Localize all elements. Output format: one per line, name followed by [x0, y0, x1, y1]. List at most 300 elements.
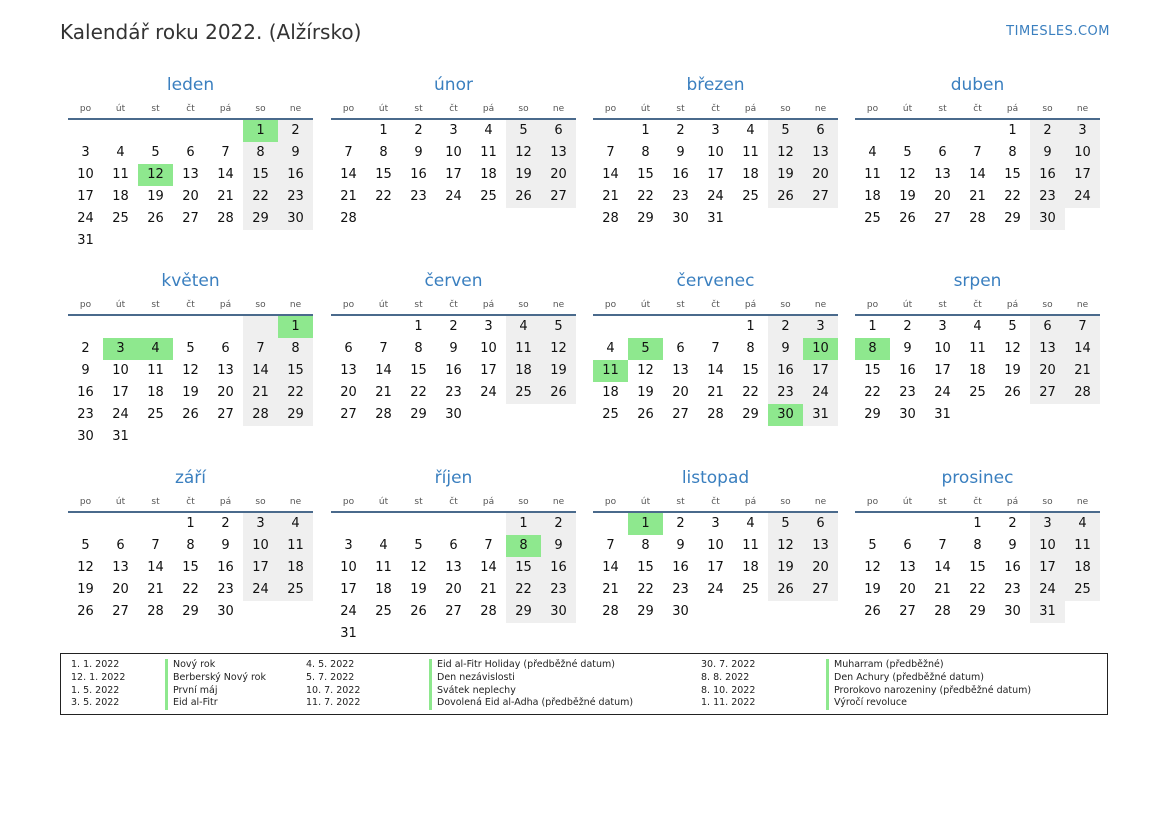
empty-cell	[995, 404, 1030, 426]
week-row	[593, 120, 838, 142]
empty-cell	[471, 513, 506, 535]
day-cell: 26	[77, 604, 94, 619]
weekday-label: so	[780, 300, 791, 310]
week-row	[331, 164, 576, 186]
day-cell: 26	[410, 604, 427, 619]
day-cell: 16	[768, 360, 803, 382]
empty-cell	[855, 120, 890, 142]
legend-holiday-name: První máj	[165, 685, 266, 698]
day-cell: 18	[742, 167, 759, 182]
legend-names-col	[826, 659, 1031, 710]
day-cell: 27	[112, 604, 129, 619]
day-cell: 25	[864, 211, 881, 226]
day-cell: 2	[903, 319, 912, 334]
day-cell: 8	[641, 145, 650, 160]
empty-cell	[471, 623, 506, 645]
week-row	[593, 142, 838, 164]
day-cell: 29	[243, 208, 278, 230]
week-row	[593, 360, 838, 382]
day-cell: 28	[340, 211, 357, 226]
day-cell: 26	[506, 186, 541, 208]
day-cell: 30	[77, 429, 94, 444]
day-cell: 31	[1030, 601, 1065, 623]
day-cell: 9	[278, 142, 313, 164]
empty-cell	[541, 208, 576, 230]
month-6	[593, 270, 838, 426]
day-cell: 3	[1065, 120, 1100, 142]
weekday-label: út	[115, 497, 126, 507]
weekday-label: st	[676, 497, 685, 507]
day-cell: 18	[742, 560, 759, 575]
weekday-label: čt	[711, 300, 720, 310]
weekday-label: pá	[482, 104, 495, 114]
day-cell: 29	[1004, 211, 1021, 226]
legend-date: 8. 10. 2022	[701, 684, 756, 696]
day-cell: 11	[278, 535, 313, 557]
day-cell: 12	[410, 560, 427, 575]
weekday-label: po	[79, 104, 92, 114]
weekday-label: so	[518, 104, 529, 114]
month-name: září	[174, 468, 207, 488]
day-cell: 24	[1065, 186, 1100, 208]
day-cell: 19	[768, 557, 803, 579]
empty-cell	[925, 120, 960, 142]
month-7	[855, 270, 1100, 426]
weekday-header	[68, 298, 313, 316]
day-cell: 19	[1004, 363, 1021, 378]
day-cell: 10	[1030, 535, 1065, 557]
day-cell: 26	[1004, 385, 1021, 400]
month-name: duben	[950, 75, 1005, 95]
day-cell: 1	[1008, 123, 1017, 138]
empty-cell	[890, 513, 925, 535]
week-row	[68, 120, 313, 142]
day-cell: 30	[1004, 604, 1021, 619]
day-cell: 24	[480, 385, 497, 400]
legend-holiday-name: Eid al-Fitr	[165, 697, 266, 710]
legend-date: 4. 5. 2022	[306, 659, 355, 670]
day-cell: 12	[506, 142, 541, 164]
day-cell: 31	[803, 404, 838, 426]
day-cell: 1	[414, 319, 423, 334]
weekday-label: út	[640, 300, 651, 310]
day-cell: 30	[278, 208, 313, 230]
legend-date: 8. 8. 2022	[701, 671, 750, 683]
legend-date: 11. 7. 2022	[306, 697, 361, 709]
empty-cell	[331, 316, 366, 338]
week-row	[331, 535, 576, 557]
day-cell: 14	[969, 167, 986, 182]
day-cell: 13	[672, 363, 689, 378]
weekday-label: so	[518, 497, 529, 507]
week-row	[593, 601, 838, 623]
legend-date: 3. 5. 2022	[71, 697, 120, 709]
weekday-label: út	[378, 497, 389, 507]
day-cell: 31	[77, 233, 94, 248]
day-cell: 11	[742, 145, 759, 160]
day-cell: 18	[112, 189, 129, 204]
day-cell: 15	[742, 363, 759, 378]
day-cell: 7	[221, 145, 230, 160]
day-cell: 11	[864, 167, 881, 182]
weekday-label: po	[79, 497, 92, 507]
day-cell: 27	[934, 211, 951, 226]
weekday-label: ne	[289, 497, 302, 507]
day-cell: 1	[973, 516, 982, 531]
day-cell: 19	[77, 582, 94, 597]
legend-holiday-name: Den nezávislosti	[429, 672, 633, 685]
week-row	[331, 382, 576, 404]
week-row	[593, 579, 838, 601]
empty-cell	[768, 601, 803, 623]
empty-cell	[541, 623, 576, 645]
day-cell: 1	[746, 319, 755, 334]
weekday-header	[331, 102, 576, 120]
weekday-label: so	[255, 497, 266, 507]
day-cell: 29	[410, 407, 427, 422]
day-cell: 24	[803, 382, 838, 404]
weekday-header	[855, 298, 1100, 316]
day-cell: 11	[1065, 535, 1100, 557]
week-row	[855, 164, 1100, 186]
day-cell: 25	[480, 189, 497, 204]
day-cell: 10	[340, 560, 357, 575]
empty-cell	[103, 513, 138, 535]
day-cell: 12	[768, 535, 803, 557]
day-cell: 4	[606, 341, 615, 356]
day-cell: 15	[506, 557, 541, 579]
week-row	[331, 404, 576, 426]
day-cell: 30	[672, 604, 689, 619]
month-5	[331, 270, 576, 426]
day-cell: 13	[340, 363, 357, 378]
weekday-header	[68, 495, 313, 513]
weekday-label: so	[255, 104, 266, 114]
day-cell: 13	[1030, 338, 1065, 360]
empty-cell	[471, 404, 506, 426]
day-cell: 26	[147, 211, 164, 226]
day-cell: 17	[445, 167, 462, 182]
day-cell: 10	[445, 145, 462, 160]
month-8	[68, 467, 313, 623]
day-cell: 28	[480, 604, 497, 619]
day-cell: 7	[484, 538, 493, 553]
day-cell: 17	[934, 363, 951, 378]
empty-cell	[68, 120, 103, 142]
day-cell: 18	[480, 167, 497, 182]
day-cell: 14	[480, 560, 497, 575]
week-row	[593, 186, 838, 208]
empty-cell	[243, 601, 278, 623]
day-cell: 23	[77, 407, 94, 422]
day-cell: 11	[375, 560, 392, 575]
day-cell: 8	[379, 145, 388, 160]
day-cell: 29	[637, 604, 654, 619]
weekday-label: st	[938, 104, 947, 114]
day-cell: 10	[112, 363, 129, 378]
day-cell: 4	[278, 513, 313, 535]
day-cell: 30	[541, 601, 576, 623]
empty-cell	[103, 316, 138, 338]
day-cell: 24	[112, 407, 129, 422]
weekday-label: čt	[973, 300, 982, 310]
day-cell: 3	[484, 319, 493, 334]
weekday-label: pá	[482, 300, 495, 310]
day-cell: 6	[803, 513, 838, 535]
empty-cell	[243, 230, 278, 252]
week-row	[855, 513, 1100, 535]
holiday-day: 3	[103, 338, 138, 360]
month-1	[331, 74, 576, 230]
day-cell: 18	[147, 385, 164, 400]
day-cell: 6	[803, 120, 838, 142]
day-cell: 9	[449, 341, 458, 356]
week-row	[855, 601, 1100, 623]
day-cell: 29	[969, 604, 986, 619]
weekday-label: so	[255, 300, 266, 310]
month-10	[593, 467, 838, 623]
day-cell: 19	[182, 385, 199, 400]
empty-cell	[541, 404, 576, 426]
month-name: březen	[686, 75, 745, 95]
day-cell: 15	[969, 560, 986, 575]
weekday-label: ne	[289, 300, 302, 310]
legend-date: 1. 1. 2022	[71, 659, 120, 670]
week-row	[331, 208, 576, 230]
day-cell: 11	[969, 341, 986, 356]
week-row	[331, 513, 576, 535]
day-cell: 16	[410, 167, 427, 182]
weekday-label: út	[115, 104, 126, 114]
empty-cell	[1030, 404, 1065, 426]
empty-cell	[331, 120, 366, 142]
day-cell: 30	[217, 604, 234, 619]
day-cell: 2	[768, 316, 803, 338]
day-cell: 29	[742, 407, 759, 422]
day-cell: 2	[221, 516, 230, 531]
month-name: listopad	[681, 468, 750, 488]
weekday-header	[593, 102, 838, 120]
week-row	[593, 382, 838, 404]
day-cell: 16	[1004, 560, 1021, 575]
day-cell: 4	[746, 516, 755, 531]
day-cell: 21	[1065, 360, 1100, 382]
day-cell: 1	[379, 123, 388, 138]
day-cell: 29	[864, 407, 881, 422]
day-cell: 22	[864, 385, 881, 400]
day-cell: 20	[112, 582, 129, 597]
day-cell: 22	[1004, 189, 1021, 204]
empty-cell	[68, 316, 103, 338]
week-row	[68, 404, 313, 426]
legend-dates-col	[306, 659, 360, 710]
empty-cell	[436, 513, 471, 535]
day-cell: 17	[1030, 557, 1065, 579]
day-cell: 13	[112, 560, 129, 575]
weekday-label: so	[1042, 497, 1053, 507]
empty-cell	[208, 120, 243, 142]
day-cell: 10	[1065, 142, 1100, 164]
week-row	[68, 382, 313, 404]
day-cell: 9	[221, 538, 230, 553]
day-cell: 30	[1030, 208, 1065, 230]
weekday-label: pá	[744, 104, 757, 114]
day-cell: 3	[803, 316, 838, 338]
day-cell: 27	[899, 604, 916, 619]
day-cell: 21	[147, 582, 164, 597]
day-cell: 27	[445, 604, 462, 619]
empty-cell	[855, 513, 890, 535]
weekday-label: st	[414, 497, 423, 507]
day-cell: 5	[186, 341, 195, 356]
week-row	[593, 404, 838, 426]
weekday-label: pá	[219, 104, 232, 114]
day-cell: 14	[243, 360, 278, 382]
day-cell: 9	[1030, 142, 1065, 164]
day-cell: 2	[449, 319, 458, 334]
weekday-label: čt	[973, 497, 982, 507]
day-cell: 2	[414, 123, 423, 138]
day-cell: 27	[217, 407, 234, 422]
day-cell: 6	[1030, 316, 1065, 338]
day-cell: 21	[375, 385, 392, 400]
empty-cell	[278, 230, 313, 252]
day-cell: 31	[707, 211, 724, 226]
day-cell: 13	[899, 560, 916, 575]
week-row	[331, 623, 576, 645]
day-cell: 17	[803, 360, 838, 382]
empty-cell	[138, 316, 173, 338]
day-cell: 20	[541, 164, 576, 186]
empty-cell	[401, 208, 436, 230]
day-cell: 7	[344, 145, 353, 160]
day-cell: 23	[672, 189, 689, 204]
day-cell: 30	[672, 211, 689, 226]
weekday-label: ne	[552, 497, 565, 507]
week-row	[68, 360, 313, 382]
day-cell: 4	[868, 145, 877, 160]
day-cell: 28	[602, 211, 619, 226]
day-cell: 11	[147, 363, 164, 378]
site-link[interactable]: TIMESLES.COM	[1006, 24, 1110, 39]
weekday-label: čt	[186, 497, 195, 507]
day-cell: 24	[243, 579, 278, 601]
day-cell: 6	[541, 120, 576, 142]
day-cell: 21	[707, 385, 724, 400]
day-cell: 17	[243, 557, 278, 579]
day-cell: 16	[899, 363, 916, 378]
week-row	[855, 535, 1100, 557]
day-cell: 7	[151, 538, 160, 553]
weekday-label: čt	[449, 497, 458, 507]
weekday-label: st	[151, 497, 160, 507]
day-cell: 17	[340, 582, 357, 597]
holiday-day: 1	[278, 316, 313, 338]
month-name: červenec	[676, 271, 755, 291]
day-cell: 17	[1065, 164, 1100, 186]
day-cell: 26	[182, 407, 199, 422]
day-cell: 25	[742, 582, 759, 597]
legend-dates-col	[701, 659, 755, 710]
day-cell: 9	[903, 341, 912, 356]
day-cell: 3	[711, 123, 720, 138]
day-cell: 24	[1030, 579, 1065, 601]
day-cell: 10	[707, 538, 724, 553]
weekday-label: po	[342, 104, 355, 114]
legend-date: 30. 7. 2022	[701, 659, 756, 670]
month-name: květen	[161, 271, 220, 291]
legend-names-col	[165, 659, 266, 710]
day-cell: 22	[742, 385, 759, 400]
empty-cell	[103, 120, 138, 142]
legend-holiday-name: Muharram (předběžné)	[826, 659, 1031, 672]
day-cell: 8	[746, 341, 755, 356]
day-cell: 20	[934, 189, 951, 204]
day-cell: 22	[243, 186, 278, 208]
month-name: únor	[434, 75, 473, 95]
weekday-header	[855, 495, 1100, 513]
day-cell: 12	[77, 560, 94, 575]
month-3	[855, 74, 1100, 230]
holiday-day: 5	[628, 338, 663, 360]
weekday-label: pá	[1006, 300, 1019, 310]
weekday-label: ne	[1076, 497, 1089, 507]
legend-holiday-name: Berberský Nový rok	[165, 672, 266, 685]
weekday-label: po	[342, 300, 355, 310]
day-cell: 25	[602, 407, 619, 422]
day-cell: 27	[803, 186, 838, 208]
day-cell: 10	[934, 341, 951, 356]
day-cell: 26	[768, 186, 803, 208]
day-cell: 7	[938, 538, 947, 553]
month-2	[593, 74, 838, 230]
weekday-label: čt	[711, 497, 720, 507]
holiday-day: 1	[243, 120, 278, 142]
day-cell: 24	[707, 582, 724, 597]
day-cell: 9	[414, 145, 423, 160]
week-row	[331, 360, 576, 382]
week-row	[855, 316, 1100, 338]
empty-cell	[506, 623, 541, 645]
day-cell: 28	[602, 604, 619, 619]
day-cell: 1	[641, 123, 650, 138]
day-cell: 19	[768, 164, 803, 186]
week-row	[68, 316, 313, 338]
empty-cell	[698, 316, 733, 338]
day-cell: 31	[112, 429, 129, 444]
empty-cell	[278, 426, 313, 448]
weekday-label: st	[151, 104, 160, 114]
day-cell: 29	[278, 404, 313, 426]
day-cell: 19	[637, 385, 654, 400]
page-title: Kalendář roku 2022. (Alžírsko)	[60, 20, 362, 44]
day-cell: 13	[217, 363, 234, 378]
day-cell: 15	[243, 164, 278, 186]
day-cell: 24	[77, 211, 94, 226]
empty-cell	[68, 513, 103, 535]
day-cell: 9	[81, 363, 90, 378]
weekday-header	[593, 495, 838, 513]
day-cell: 5	[903, 145, 912, 160]
weekday-label: út	[378, 300, 389, 310]
weekday-label: ne	[1076, 300, 1089, 310]
weekday-label: po	[604, 104, 617, 114]
empty-cell	[138, 230, 173, 252]
day-cell: 7	[606, 145, 615, 160]
day-cell: 22	[506, 579, 541, 601]
day-cell: 18	[864, 189, 881, 204]
week-row	[331, 142, 576, 164]
